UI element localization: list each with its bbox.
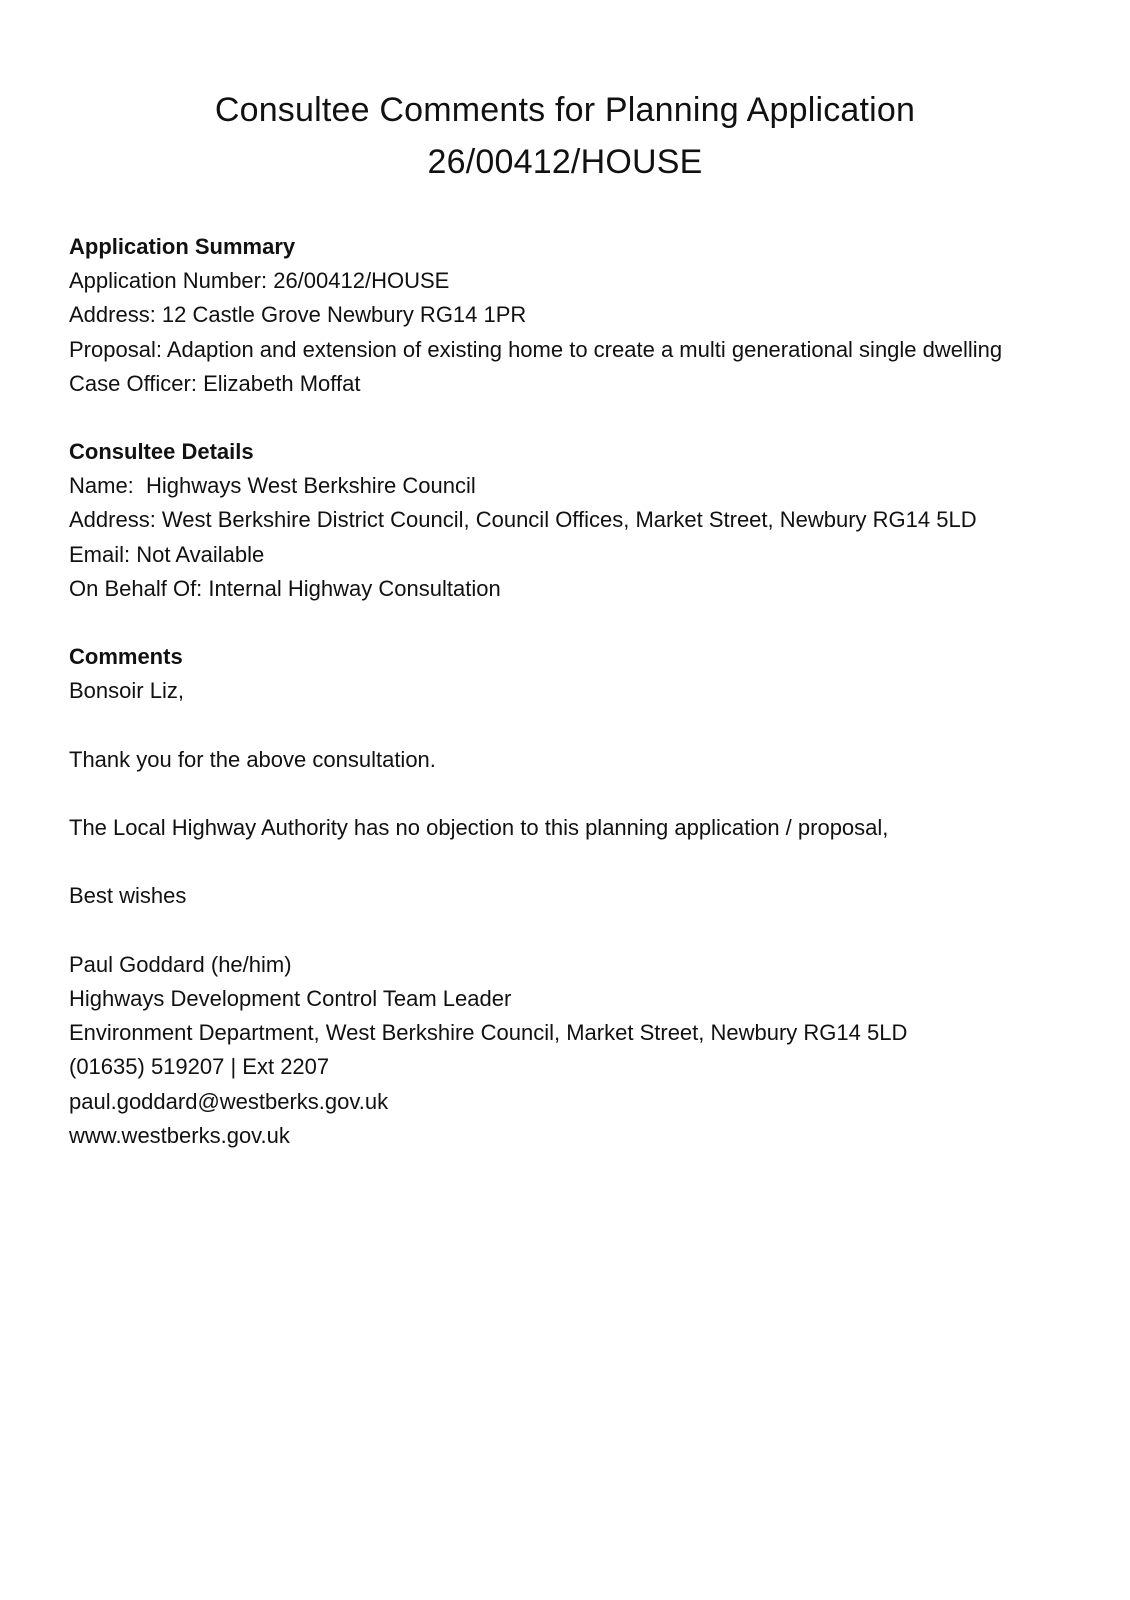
paragraph-spacer: [69, 709, 1069, 743]
comments-signoff: Best wishes: [69, 883, 187, 909]
application-summary-section: [69, 230, 1069, 401]
comments-heading: Comments: [69, 644, 183, 670]
signature-department: Environment Department, West Berkshire Council, Market Street, Newbury RG14 5LD: [69, 1020, 908, 1046]
comments-paragraph-1: Thank you for the above consultation.: [69, 746, 436, 772]
paragraph-spacer: [69, 845, 1069, 879]
document-body: [69, 230, 1069, 1153]
title-line-2: 26/00412/HOUSE: [427, 143, 703, 181]
section-spacer: [69, 401, 1069, 435]
comments-paragraph-2: The Local Highway Authority has no objection to this planning application / proposal,: [69, 814, 889, 840]
signature-phone: (01635) 519207 | Ext 2207: [69, 1054, 330, 1080]
consultee-email: Email: Not Available: [69, 541, 265, 567]
section-spacer: [69, 606, 1069, 640]
document-title: [0, 84, 1130, 188]
comments-greeting: Bonsoir Liz,: [69, 678, 184, 704]
paragraph-spacer: [69, 777, 1069, 811]
consultee-details-section: [69, 435, 1069, 606]
title-line-1: Consultee Comments for Planning Application: [214, 91, 916, 129]
consultee-name: Name: Highways West Berkshire Council: [69, 473, 476, 499]
signature-block: [69, 948, 1069, 1154]
application-proposal: Proposal: Adaption and extension of existing home to create a multi generational single dwelling: [69, 336, 1003, 362]
paragraph-spacer: [69, 914, 1069, 948]
signature-website: www.westberks.gov.uk: [69, 1123, 290, 1149]
signature-role: Highways Development Control Team Leader: [69, 985, 512, 1011]
consultee-details-heading: Consultee Details: [69, 439, 254, 465]
application-summary-heading: Application Summary: [69, 234, 296, 259]
application-address: Address: 12 Castle Grove Newbury RG14 1PR: [69, 302, 527, 328]
consultee-on-behalf-of: On Behalf Of: Internal Highway Consultation: [69, 576, 501, 602]
consultee-address: Address: West Berkshire District Council, Council Offices, Market Street, Newbury RG14 5LD: [69, 507, 977, 533]
signature-name: Paul Goddard (he/him): [69, 951, 292, 977]
comments-section: [69, 640, 1069, 1153]
signature-email: paul.goddard@westberks.gov.uk: [69, 1088, 389, 1114]
case-officer: Case Officer: Elizabeth Moffat: [69, 370, 361, 396]
application-number: Application Number: 26/00412/HOUSE: [69, 268, 450, 293]
